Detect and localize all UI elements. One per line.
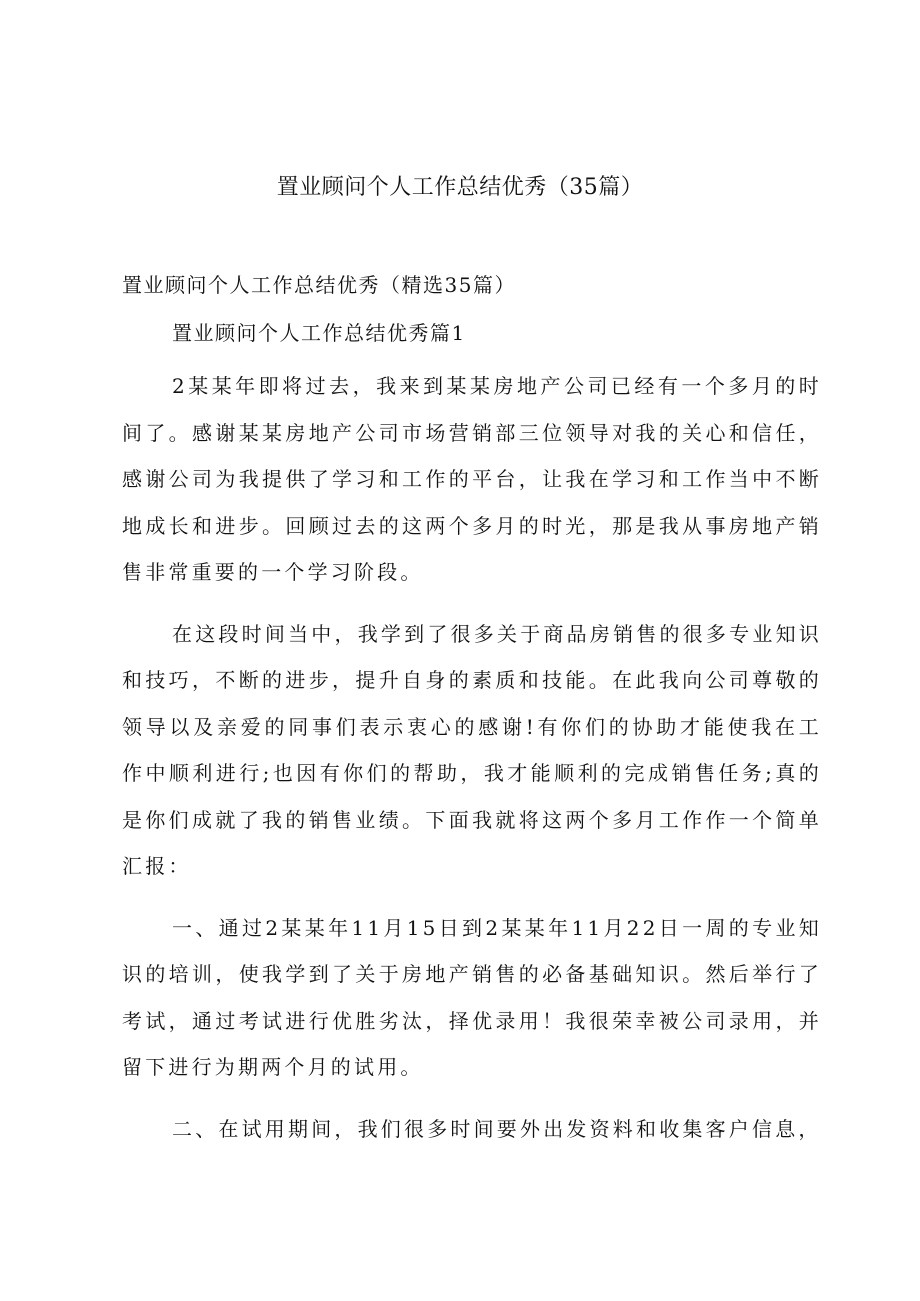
document-title: 置业顾问个人工作总结优秀（35篇） xyxy=(276,175,644,200)
document-body xyxy=(122,265,822,1152)
section-heading: 置业顾问个人工作总结优秀篇1 xyxy=(172,321,466,345)
paragraph-3: 一、通过2某某年11月15日到2某某年11月22日一周的专业知识的培训，使我学到了关于房地产销售的必备基础知识。然后举行了考试，通过考试进行优胜劣汰，择优录用！我很荣幸被公司录用，并留下进行为期两个月的试用。 xyxy=(122,915,822,1079)
paragraph-4: 二、在试用期间，我们很多时间要外出发资料和收集客户信息， xyxy=(172,1116,822,1141)
document-subtitle: 置业顾问个人工作总结优秀（精选35篇） xyxy=(122,273,516,297)
paragraph-1: 2某某年即将过去，我来到某某房地产公司已经有一个多月的时间了。感谢某某房地产公司市场营销部三位领导对我的关心和信任，感谢公司为我提供了学习和工作的平台，让我在学习和工作当中不断地成长和进步。回顾过去的这两个多月的时光，那是我从事房地产销售非常重要的一个学习阶段。 xyxy=(122,374,822,584)
paragraph-2: 在这段时间当中，我学到了很多关于商品房销售的很多专业知识和技巧，不断的进步，提升自身的素质和技能。在此我向公司尊敬的领导以及亲爱的同事们表示衷心的感谢!有你们的协助才能使我在工作中顺利进行;也因有你们的帮助，我才能顺利的完成销售任务;真的是你们成就了我的销售业绩。下面我就将这两个多月工作作一个简单汇报： xyxy=(122,621,822,878)
